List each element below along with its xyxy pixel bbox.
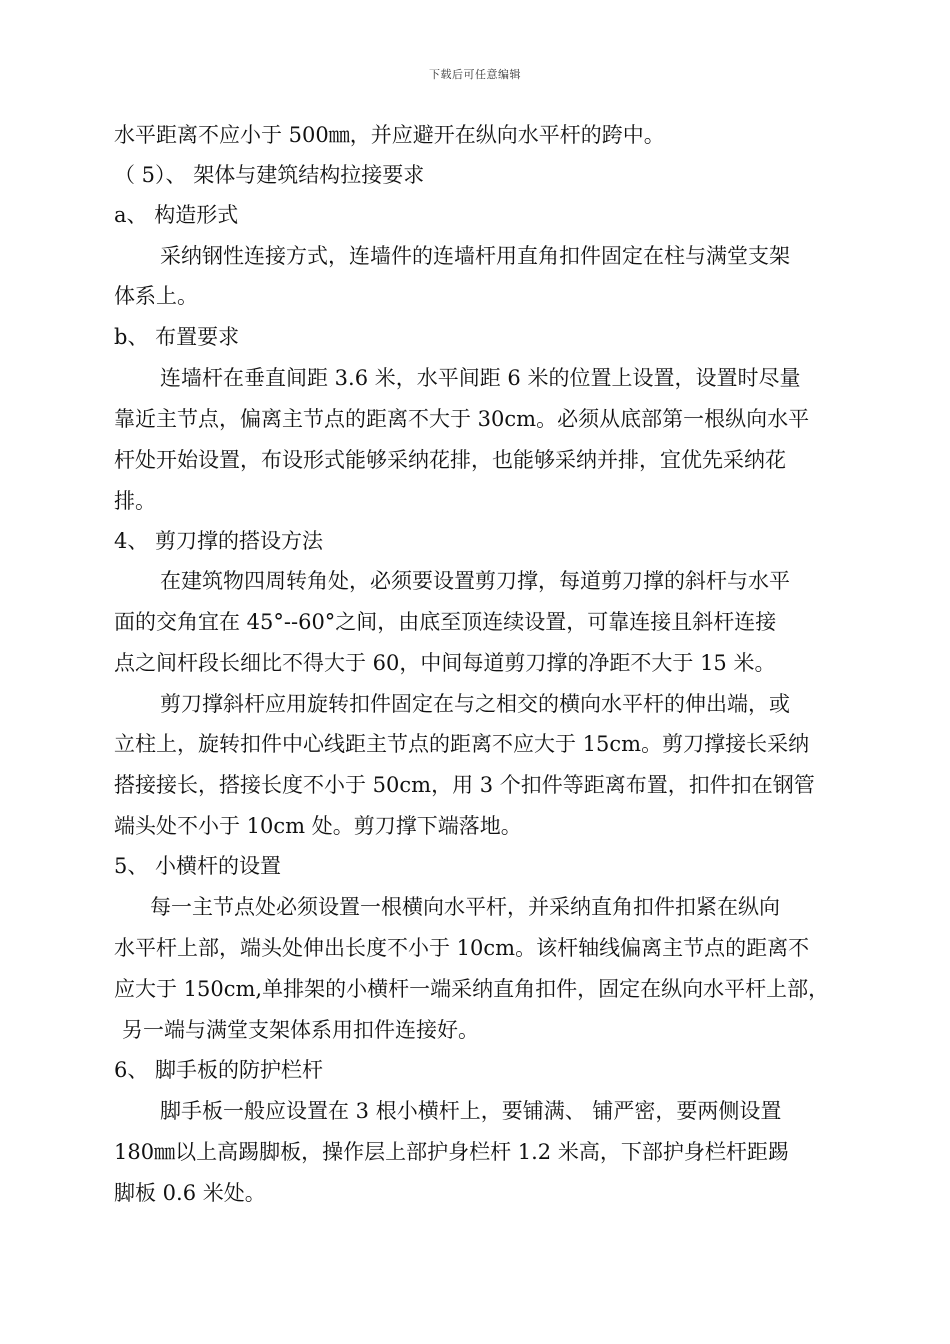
body-text-line: 脚手板一般应设置在 3 根小横杆上，要铺满、 铺严密，要两侧设置	[160, 1099, 782, 1123]
body-text-line: 面的交角宜在 45°--60°之间，由底至顶连续设置，可靠连接且斜杆连接	[114, 610, 777, 634]
body-text-line: 立柱上，旋转扣件中心线距主节点的距离不应大于 15cm。剪刀撑接长采纳	[114, 732, 810, 756]
page-header: 下载后可任意编辑	[429, 68, 521, 81]
body-text-line: 水平杆上部，端头处伸出长度不小于 10cm。该杆轴线偏离主节点的距离不	[114, 936, 810, 960]
body-text-line: 体系上。	[114, 284, 198, 308]
body-text-line: 排。	[114, 489, 156, 513]
section-heading: 4、 剪刀撑的搭设方法	[114, 529, 324, 553]
body-text-line: 180㎜以上高踢脚板，操作层上部护身栏杆 1.2 米高，下部护身栏杆距踢	[114, 1140, 789, 1164]
section-heading: （ 5）、 架体与建筑结构拉接要求	[114, 163, 425, 187]
body-text-line: 采纳钢性连接方式，连墙件的连墙杆用直角扣件固定在柱与满堂支架	[160, 244, 790, 268]
body-text-line: 水平距离不应小于 500㎜，并应避开在纵向水平杆的跨中。	[114, 123, 665, 147]
body-text-line: 点之间杆段长细比不得大于 60，中间每道剪刀撑的净距不大于 15 米。	[114, 651, 776, 675]
body-text-line: 端头处不小于 10cm 处。剪刀撑下端落地。	[114, 814, 522, 838]
body-text-line: 应大于 150cm,单排架的小横杆一端采纳直角扣件，固定在纵向水平杆上部，	[114, 977, 830, 1001]
subsection-heading: a、 构造形式	[114, 203, 239, 227]
body-text-line: 杆处开始设置，布设形式能够采纳花排，也能够采纳并排，宜优先采纳花	[114, 448, 786, 472]
body-text-line: 剪刀撑斜杆应用旋转扣件固定在与之相交的横向水平杆的伸出端，或	[160, 692, 790, 716]
body-text-line: 脚板 0.6 米处。	[114, 1181, 266, 1205]
body-text-line: 每一主节点处必须设置一根横向水平杆，并采纳直角扣件扣紧在纵向	[150, 895, 780, 919]
body-text-line: 搭接接长，搭接长度不小于 50cm，用 3 个扣件等距离布置，扣件扣在钢管	[114, 773, 815, 797]
body-text-line: 在建筑物四周转角处，必须要设置剪刀撑，每道剪刀撑的斜杆与水平	[160, 569, 790, 593]
body-text-line: 另一端与满堂支架体系用扣件连接好。	[122, 1018, 479, 1042]
subsection-heading: b、 布置要求	[114, 325, 240, 349]
body-text-line: 连墙杆在垂直间距 3.6 米，水平间距 6 米的位置上设置，设置时尽量	[160, 366, 801, 390]
body-text-line: 靠近主节点，偏离主节点的距离不大于 30cm。必须从底部第一根纵向水平	[114, 407, 810, 431]
section-heading: 6、 脚手板的防护栏杆	[114, 1058, 324, 1082]
section-heading: 5、 小横杆的设置	[114, 854, 282, 878]
